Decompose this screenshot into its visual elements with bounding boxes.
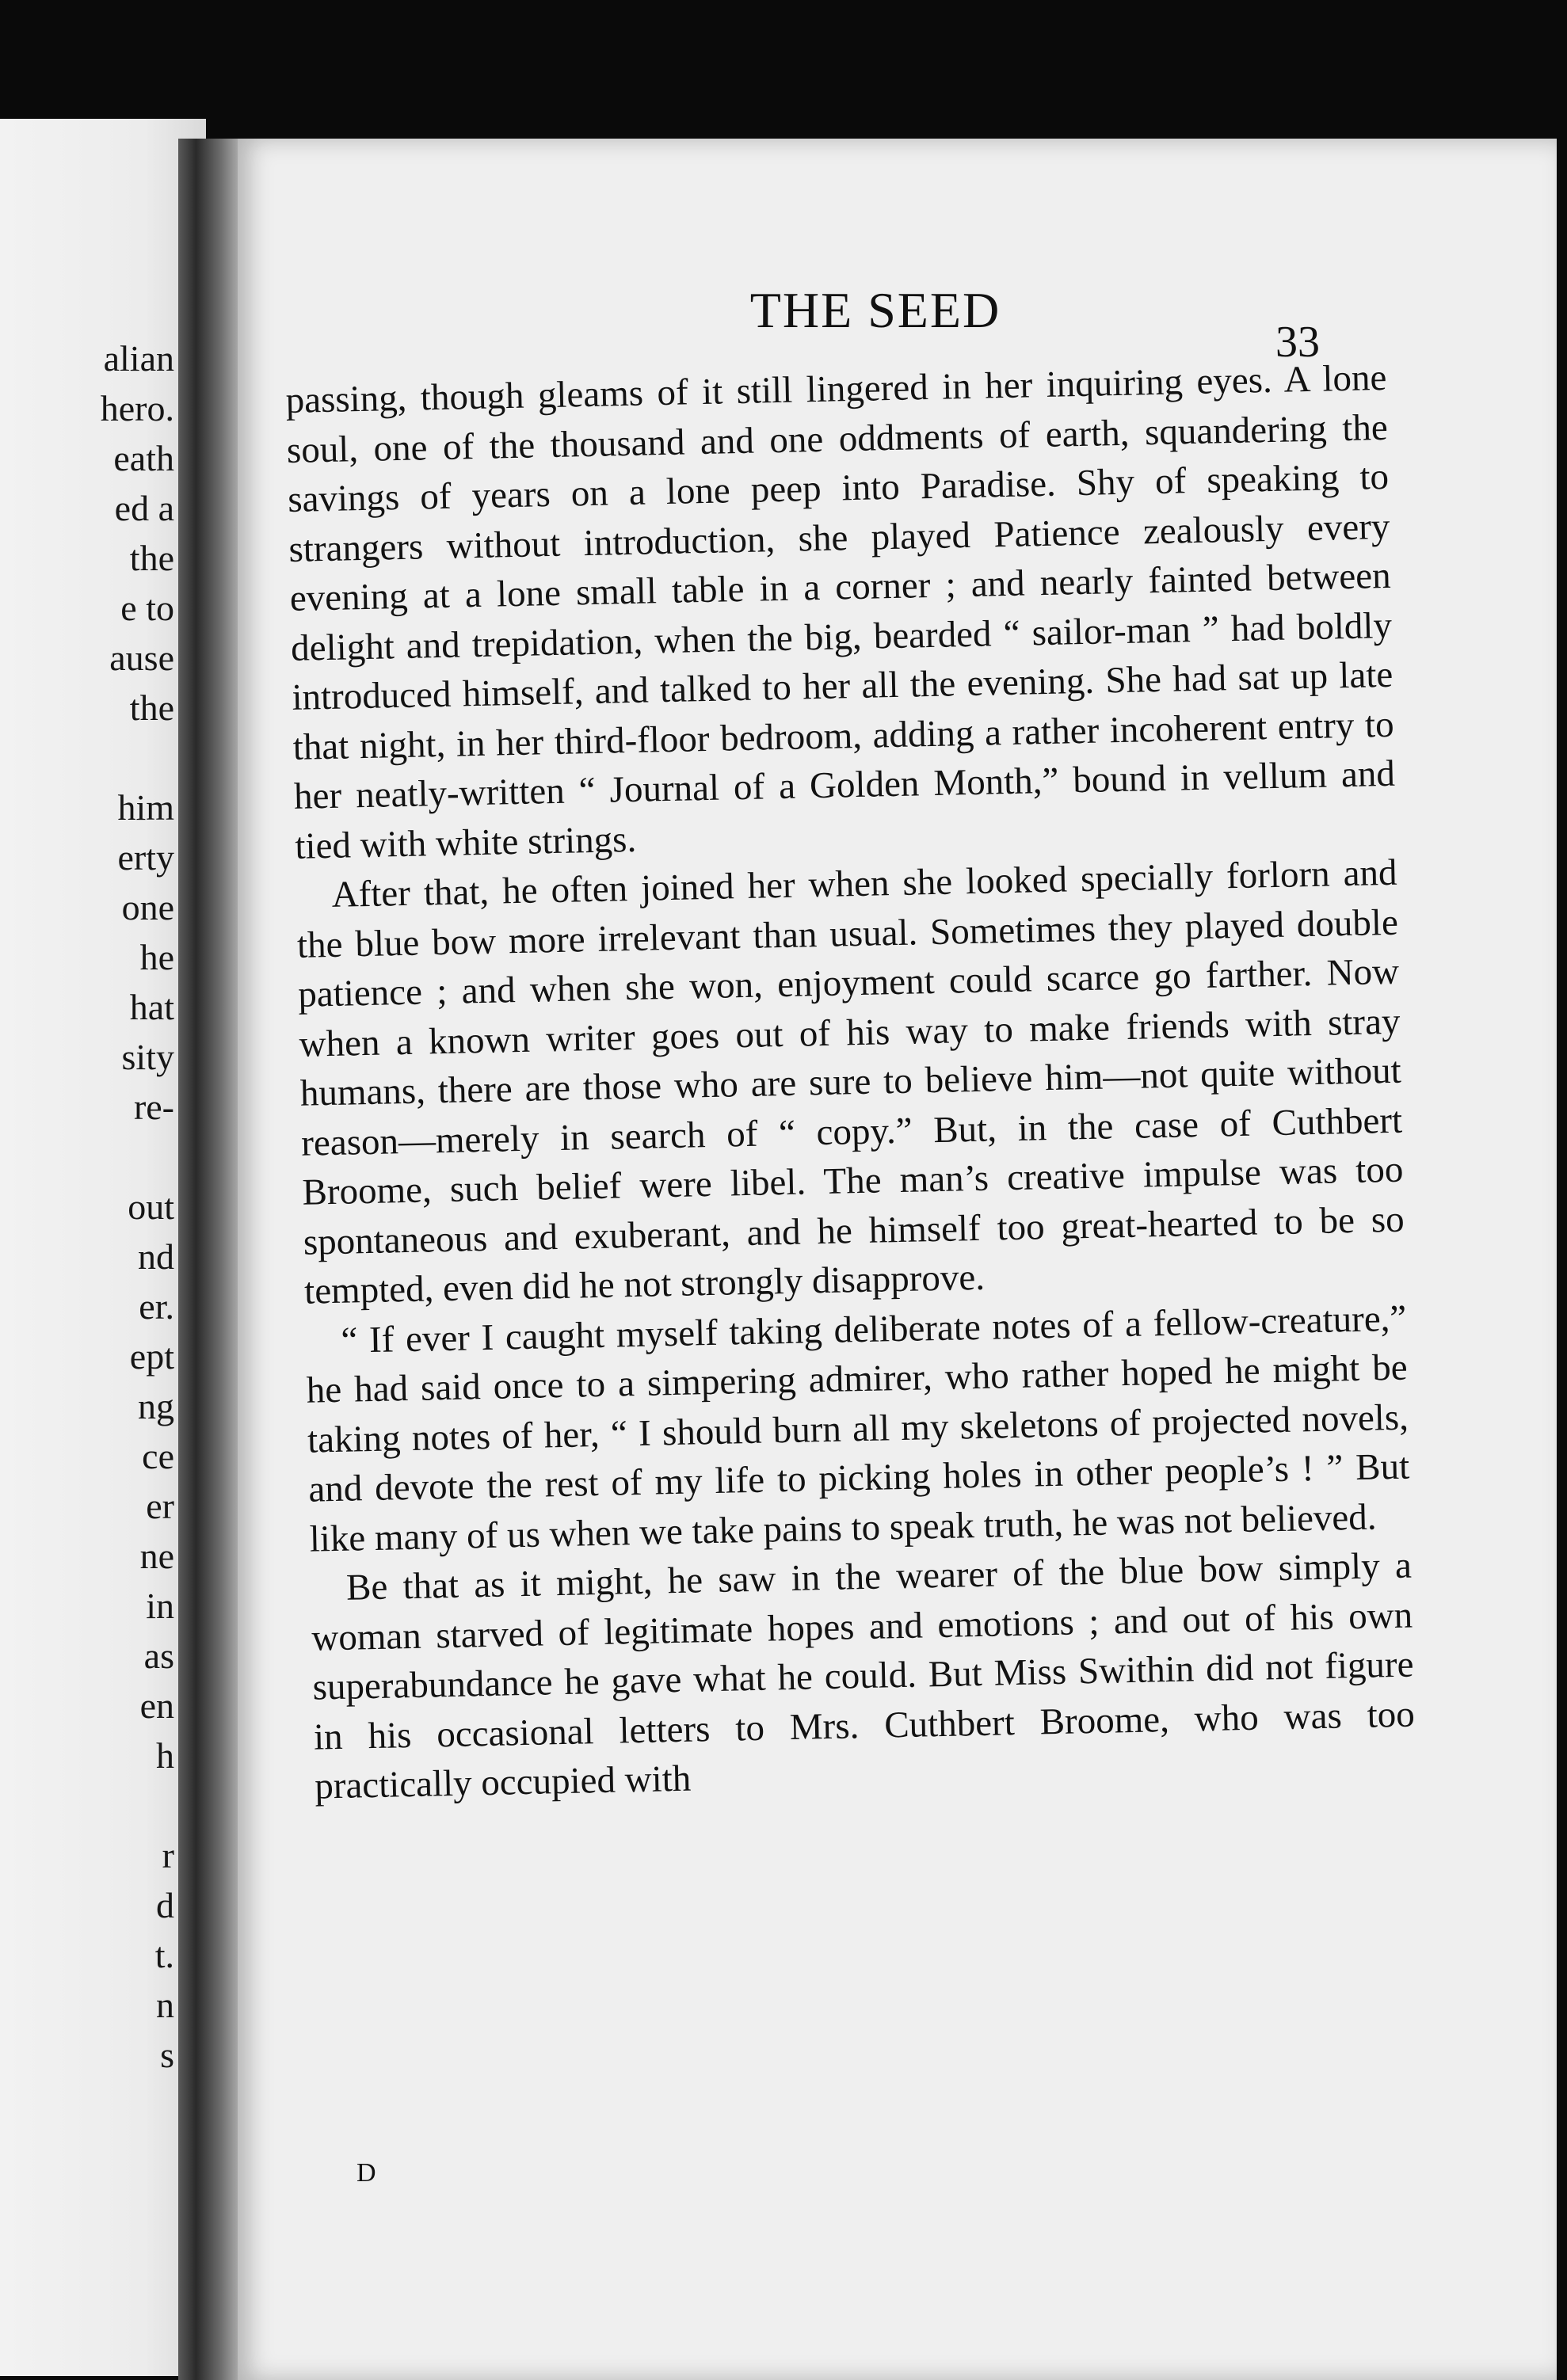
left-page-fragment: out: [128, 1186, 174, 1227]
left-page-fragment: in: [146, 1586, 174, 1626]
left-page-fragment: ce: [142, 1436, 174, 1476]
left-page-fragment: s: [160, 2035, 174, 2075]
left-page-fragment: e to: [120, 588, 174, 628]
running-head: THE SEED: [749, 282, 1001, 338]
left-page-fragment: ne: [139, 1536, 174, 1576]
left-page-fragment: one: [121, 887, 174, 927]
paragraph: After that, he often joined her when she looked specially forlorn and the blue bow more irrelevant than usual. Sometimes they played double patience ; and when she won, enjoyment could scarce go farther. Now when a known writer goes out of his way to make friends with stray humans, there are those who are sure to believe him—not quite without reason—merely in search of “ copy.” But, in the case of Cuthbert Broome, such belief were libel. The man’s creative impulse was too spontaneous and exuberant, and he himself too great-hearted to be so tempted, even did he not strongly disapprove.: [296, 851, 1405, 1312]
signature-mark: D: [356, 2158, 377, 2188]
left-page-fragment: as: [143, 1636, 174, 1676]
body-text: [285, 353, 1422, 2103]
left-page-fragment: alian: [103, 338, 174, 379]
left-page-fragment: erty: [117, 837, 174, 878]
left-page-fragment: eath: [113, 438, 174, 478]
paragraph: passing, though gleams of it still lingered in her inquiring eyes. A lone soul, one of the thousand and one oddments of earth, squandering the savings of years on a lone peep into Paradise. Shy of speaking to strangers without introduction, she played Patience zealously every evening at a lone small table in a corner ; and nearly fainted between delight and trepidation, when the big, bearded “ sailor-man ” had boldly introduced himself, and talked to her all the evening. She had sat up late that night, in her third-floor bedroom, adding a rather incoherent entry to her neatly-written “ Journal of a Golden Month,” bound in vellum and tied with white strings.: [285, 356, 1396, 867]
left-page: [0, 119, 206, 2376]
paragraph: “ If ever I caught myself taking deliberate notes of a fellow-creature,” he had said once to a simpering admirer, who rather hoped he might be taking notes of her, “ I should burn all my skeletons of projected novels, and devote the rest of my life to picking holes in other people’s ! ” But like many of us when we take pains to speak truth, he was not believed.: [306, 1297, 1410, 1560]
left-page-fragment: r: [162, 1835, 174, 1875]
left-page-fragment: ept: [129, 1336, 174, 1377]
dark-background: [0, 0, 1567, 119]
left-page-fragment: he: [139, 937, 174, 977]
left-page-fragment: nd: [138, 1236, 174, 1277]
left-page-fragment: him: [117, 787, 174, 828]
left-page-fragment: t.: [154, 1935, 174, 1975]
left-page-fragment: h: [156, 1735, 174, 1776]
left-page-fragment: er: [146, 1486, 174, 1526]
left-page-fragment: re-: [133, 1087, 174, 1127]
left-page-fragment: ed a: [114, 488, 174, 528]
left-page-fragment: er.: [139, 1286, 174, 1327]
left-page-fragment: sity: [121, 1037, 174, 1077]
page-number: 33: [1275, 318, 1320, 367]
left-page-fragment: d: [156, 1885, 174, 1925]
paragraph: Be that as it might, he saw in the wearer of the blue bow simply a woman starved of legitimate hopes and emotions ; and out of his own superabundance he gave what he could. But Miss Swithin did not figure in his occasional letters to Mrs. Cuthbert Broome, who was too practically occupied with: [311, 1544, 1416, 1807]
left-page-fragment: n: [156, 1985, 174, 2025]
left-page-fragment: hat: [129, 987, 174, 1027]
left-page-fragment: the: [129, 538, 174, 578]
left-page-fragment: hero.: [100, 388, 174, 428]
left-page-fragment: en: [139, 1685, 174, 1726]
right-page: [238, 139, 1557, 2380]
left-page-fragment: ause: [109, 638, 174, 678]
left-page-fragment: the: [129, 687, 174, 728]
left-page-fragment: ng: [138, 1386, 174, 1426]
